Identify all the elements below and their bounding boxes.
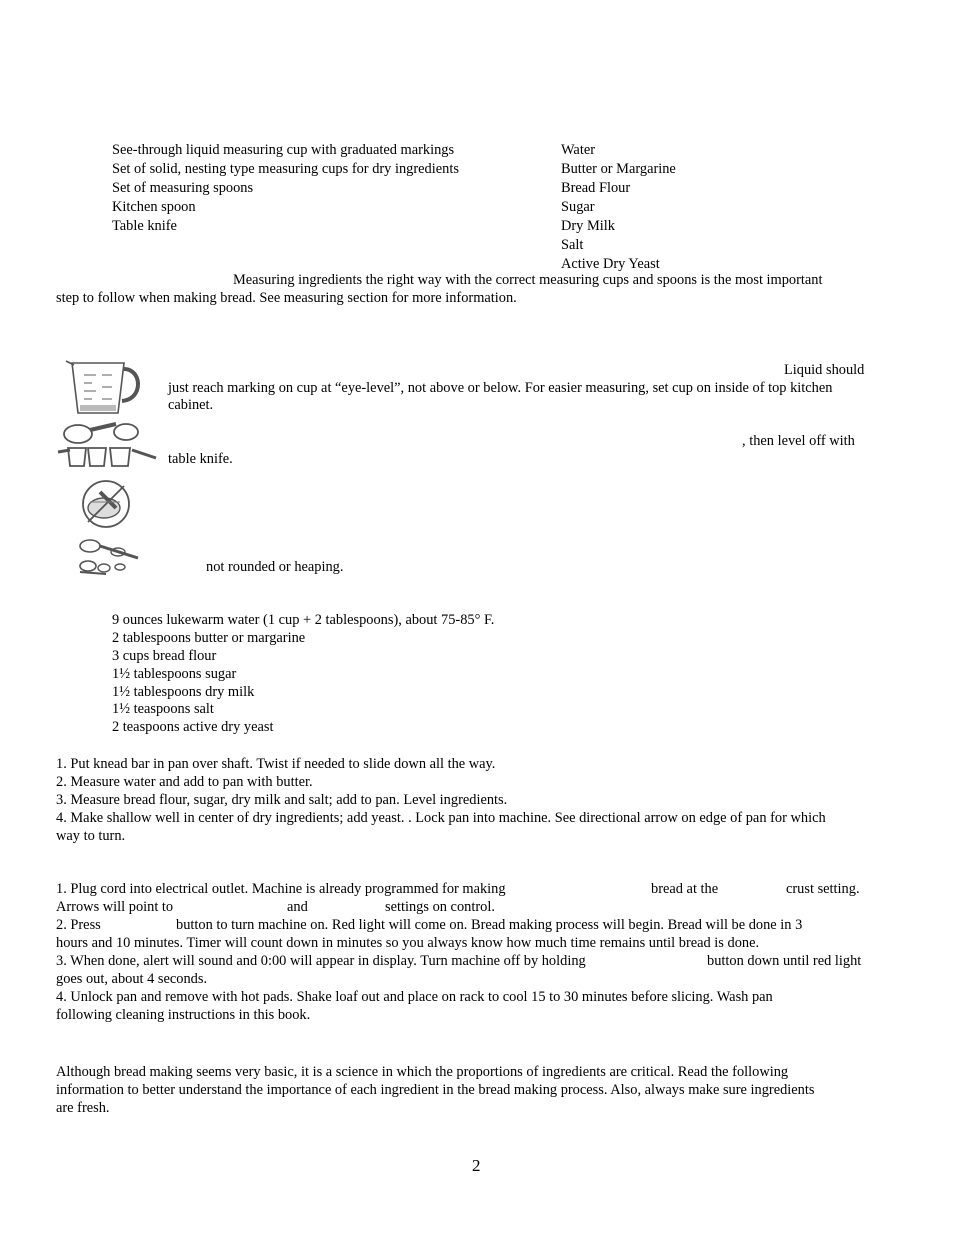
bake-step-1: 1. Plug cord into electrical outlet. Machine is already programmed for making [56,881,506,897]
prep-step-1: 1. Put knead bar in pan over shaft. Twist if needed to slide down all the way. [56,756,496,772]
prep-step-3: 3. Measure bread flour, sugar, dry milk and salt; add to pan. Level ingredients. [56,792,508,808]
recipe-item: 2 teaspoons active dry yeast [112,719,274,736]
bake-step-1-c: crust setting. [786,881,860,897]
measuring-spoons-icon [76,536,144,578]
ingredient-item: Water [561,142,595,158]
ingredient-item: Bread Flour [561,180,631,196]
recipe-item: 9 ounces lukewarm water (1 cup + 2 tablespoons), about 75-85° F. [112,612,495,628]
prep-step-2: 2. Measure water and add to pan with butter. [56,774,313,790]
ingredients-intro-line-1: Although bread making seems very basic, it is a science in which the proportions of ingredients are critical. Read the following [56,1064,789,1080]
bake-step-3: 3. When done, alert will sound and 0:00 will appear in display. Turn machine off by holding [56,953,586,969]
liquid-measure-text-2: just reach marking on cup at “eye-level”, not above or below. For easier measuring, set cup on inside of top kitchen [168,380,833,396]
bake-step-4-cont: following cleaning instructions in this book. [56,1007,311,1023]
dry-measure-text-1: , then level off with [742,433,855,449]
bake-step-1-f: settings on control. [385,899,495,915]
ingredients-intro-line-3: are fresh. [56,1100,110,1116]
recipe-item: 1½ tablespoons dry milk [112,683,255,700]
prep-step-4-cont: way to turn. [56,828,126,844]
bake-step-2: 2. Press [56,917,101,933]
equipment-item: See-through liquid measuring cup with graduated markings [112,142,455,158]
liquid-measure-text-1: Liquid should [784,362,865,378]
bake-step-1-e: and [287,899,308,915]
ingredients-intro-line-2: information to better understand the importance of each ingredient in the bread making process. Also, always make sure ingredients [56,1082,815,1098]
ingredient-item: Salt [561,237,584,253]
bake-step-4: 4. Unlock pan and remove with hot pads. Shake loaf out and place on rack to cool 15 to 30 minutes before slicing. Wash pan [56,989,773,1005]
bake-step-2-b: button to turn machine on. Red light will come on. Bread making process will begin. Bread will be done in 3 [176,917,803,933]
ingredient-item: Butter or Margarine [561,161,676,177]
bake-step-3-b: button down until red light [707,953,862,969]
bake-step-2-c: hours and 10 minutes. Timer will count down in minutes so you always know how much time remains until bread is done. [56,935,760,951]
recipe-item: 2 tablespoons butter or margarine [112,629,306,646]
ingredient-item: Dry Milk [561,218,615,234]
recipe-item: 1½ tablespoons sugar [112,665,237,682]
equipment-item: Kitchen spoon [112,199,196,215]
dry-measure-text-2: table knife. [168,451,233,467]
spoon-measure-text: not rounded or heaping. [206,559,344,575]
measuring-note-line-1: Measuring ingredients the right way with the correct measuring cups and spoons is the most important [233,272,823,288]
bake-step-1-d: Arrows will point to [56,899,174,915]
bake-step-3-c: goes out, about 4 seconds. [56,971,208,987]
measuring-note-line-2: step to follow when making bread. See measuring section for more information. [56,290,517,306]
equipment-list [112,141,459,236]
equipment-item: Set of measuring spoons [112,180,254,196]
ingredient-item: Active Dry Yeast [561,256,660,272]
recipe-item: 1½ teaspoons salt [112,701,214,718]
equipment-item: Set of solid, nesting type measuring cups for dry ingredients [112,161,459,177]
level-off-knife-icon [80,478,132,530]
ingredients-list [561,141,676,274]
liquid-measure-text-3: cabinet. [168,397,214,413]
page-number: 2 [472,1156,481,1175]
recipe-list [112,612,494,737]
prep-step-4: 4. Make shallow well in center of dry ingredients; add yeast. . Lock pan into machine. See directional arrow on edge of pan for which [56,810,826,826]
ingredient-item: Sugar [561,199,595,215]
recipe-item: 3 cups bread flour [112,647,217,664]
liquid-measuring-cup-icon [62,355,148,417]
equipment-item: Table knife [112,218,177,234]
bake-step-1-b: bread at the [651,881,719,897]
nesting-measuring-cups-icon [56,420,160,472]
